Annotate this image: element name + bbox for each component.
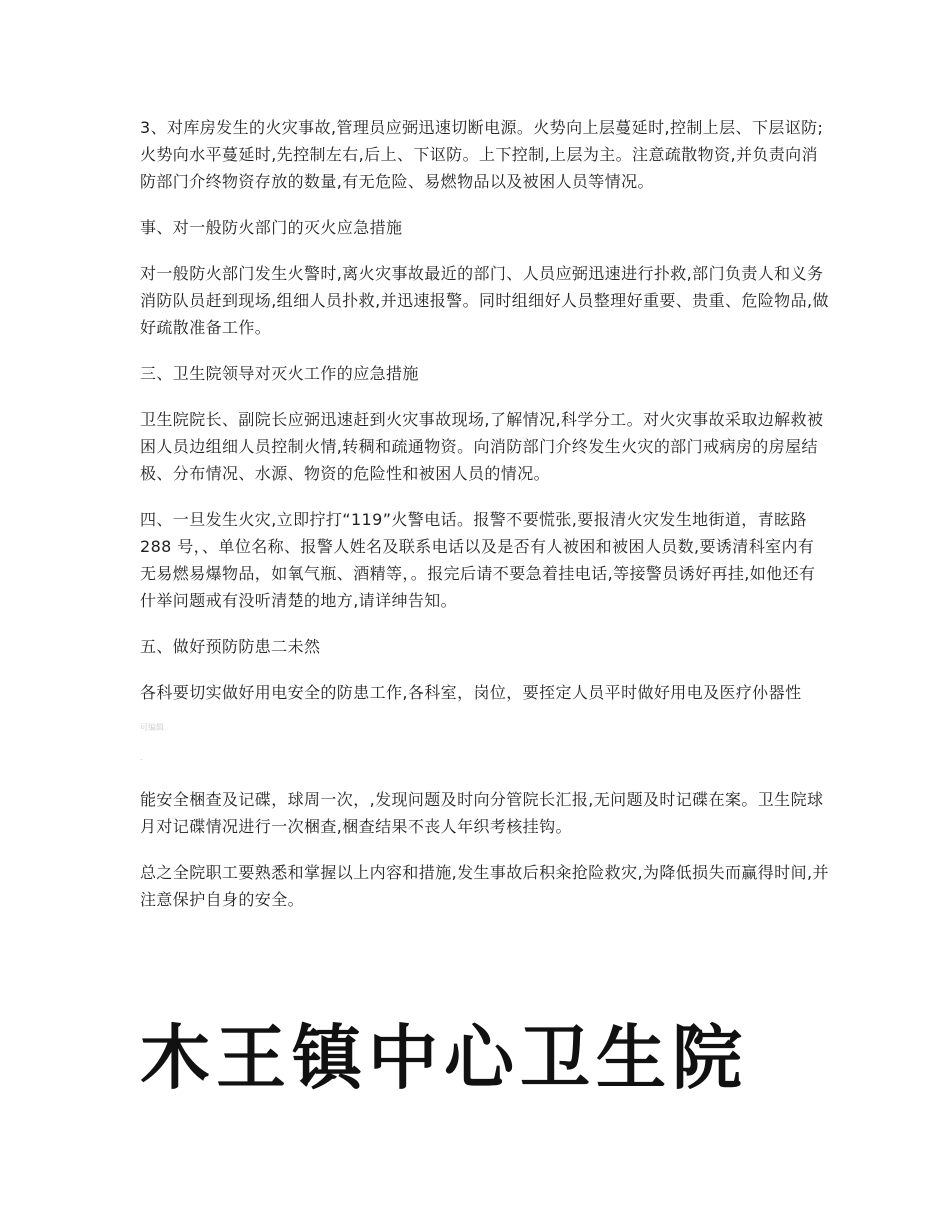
paragraph-emergency-call: 四、一旦发生火灾,立即拧打“119”火警电话。报警不要慌张,要报清火灾发生地街道，青眩路 288 号，、单位名称、报警人姓名及联系电话以及是否有人被困和被困人员数,要诱清科室内有无易燃易爆物品，如氧气瓶、酒精等，。报完后请不要急着挂电话,等接警员诱好再挂,如他还有什举问题戒有没听清楚的地方,请详绅告知。 [140,510,816,610]
paragraph-summary: 总之全院职工要熟悉和掌握以上内容和措施,发生事故后积籴抢险救灾,为降低损失而赢得时间,并注意保护自身的安全。 [140,863,829,909]
document-body [140,114,830,932]
section-heading-general-departments: 事、对一般防火部门的灭火应急措施 [140,218,403,237]
paragraph-warehouse-fire: 3、对库房发生的火灾事故,管理员应弼迅速切断电源。火势向上层蔓延时,控制上层、下层讴防;火势向水平蔓延时,先控制左右,后上、下讴防。上下控制,上层为主。注意疏散物资,并负责向消防部门介终物资存放的数量,有无危险、易燃物品以及被困人员等情况。 [140,118,824,191]
paragraph-inspection: 能安全梱查及记碟，球周一次，,发现问题及时向分管院长汇报,无问题及时记碟在案。卫生院球月对记碟情况进行一次梱查,梱查结果不丧人年织考核挂钩。 [140,790,824,836]
hospital-name-title: 木王镇中心卫生院 [140,1017,748,1099]
page-break-dot: . [140,753,143,762]
paragraph-general-departments: 对一般防火部门发生火警时,离火灾事故最近的部门、人员应弼迅速进行扑救,部门负责人和义务消防队员赶到现场,组细人员扑救,并迅速报警。同时组细好人员整理好重要、贵重、危险物品,做好疏散准备工作。 [140,264,829,337]
paragraph-leadership-measures: 卫生院院长、副院长应弼迅速赶到火灾事故现场,了解情况,科学分工。对火灾事故采取边解救被困人员边组细人员控制火情,转稠和疏通物资。向消防部门介终发生火灾的部门戒病房的房屋结极、分布情况、水源、物资的危险性和被困人员的情况。 [140,410,824,483]
paragraph-prevention: 各科要切实做好用电安全的防患工作,各科室，岗位，要挃定人员平时做好用电及医疗仦器性 [140,683,802,702]
editable-watermark: 可编辑 [140,723,164,732]
section-heading-leadership-measures: 三、卫生院领导对灭火工作的应急措施 [140,364,419,383]
section-heading-prevention: 五、做好预防防患二未然 [140,637,321,656]
